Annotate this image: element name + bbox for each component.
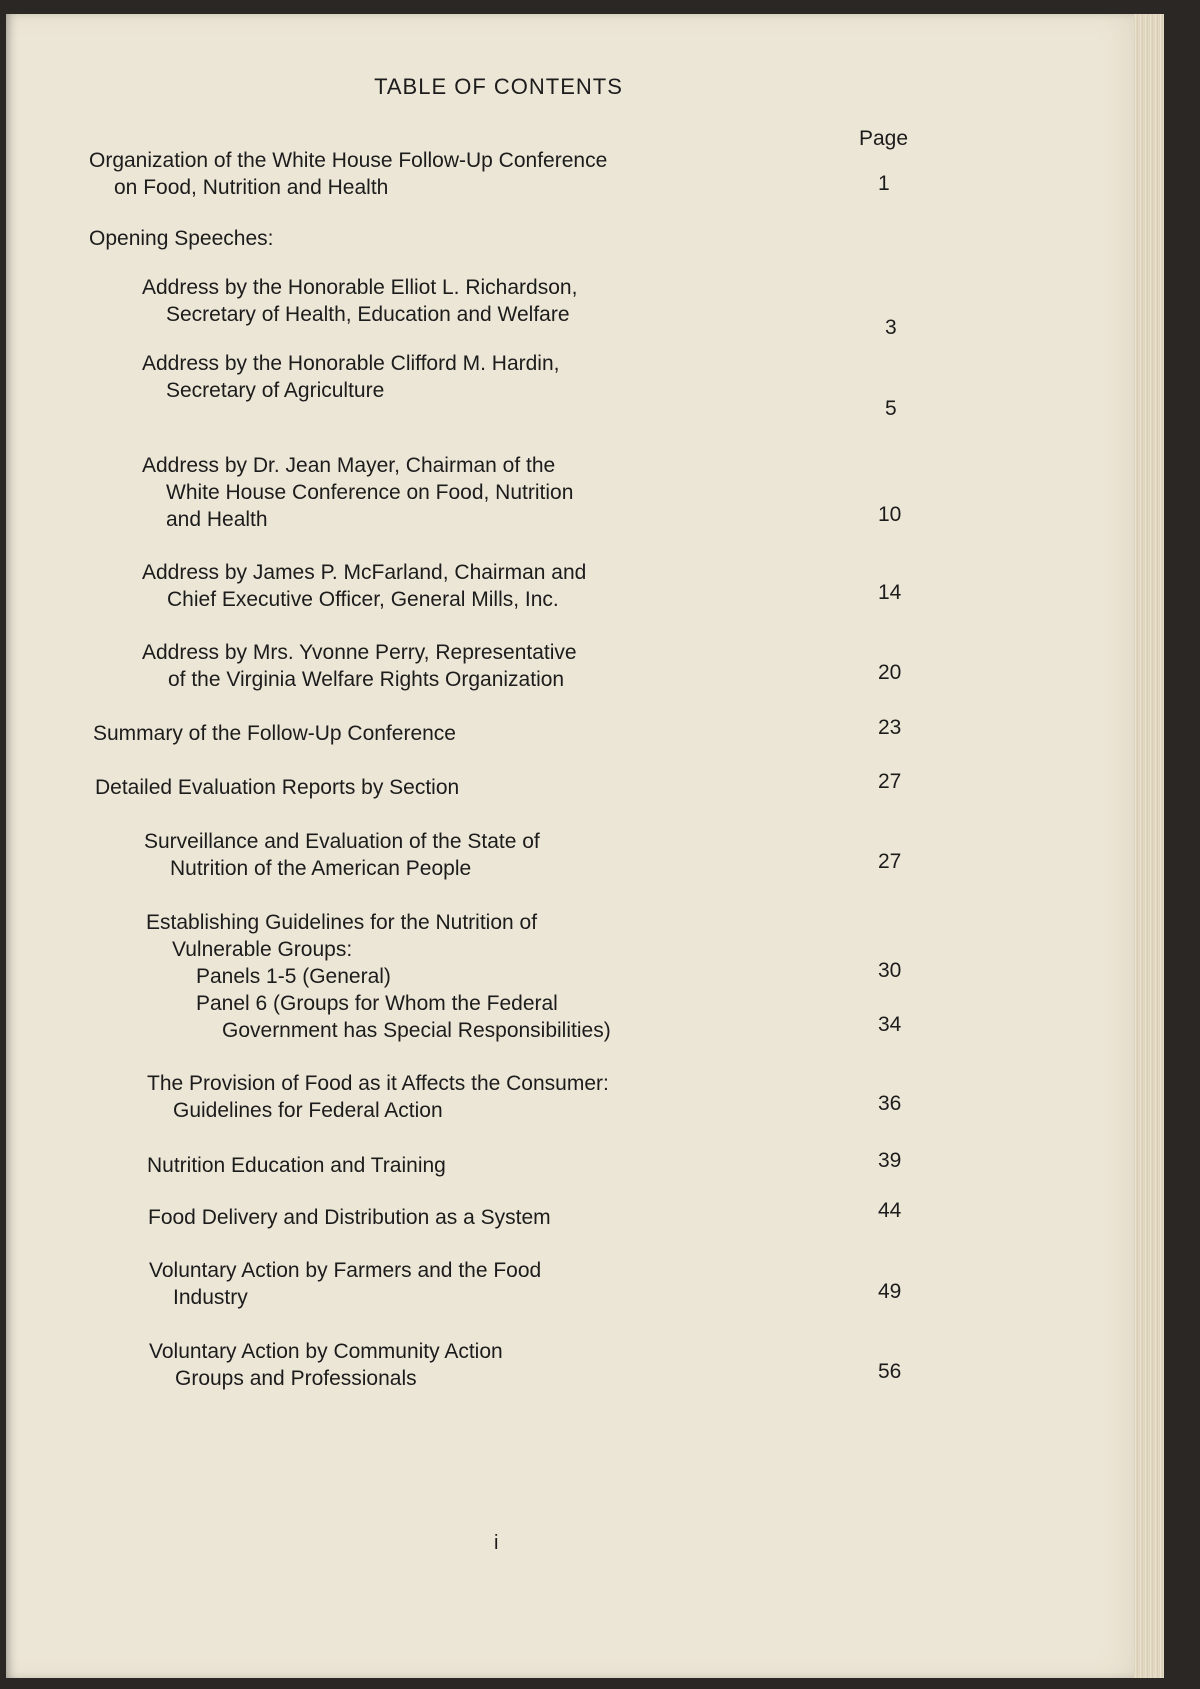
entry-text: Panels 1-5 (General) bbox=[196, 965, 391, 988]
toc-entry bbox=[149, 1257, 857, 1311]
entry-text: Government has Special Responsibilities) bbox=[222, 1019, 611, 1042]
toc-entry bbox=[144, 828, 857, 882]
toc-entry bbox=[142, 274, 857, 328]
entry-line bbox=[196, 963, 857, 990]
entry-line: Address by Mrs. Yvonne Perry, Representative bbox=[142, 641, 577, 664]
page-number: 23 bbox=[878, 716, 902, 739]
page-number: 56 bbox=[878, 1360, 902, 1383]
page-number: 27 bbox=[878, 770, 902, 793]
entry-text: and Health bbox=[166, 508, 268, 531]
page-number: 10 bbox=[878, 503, 902, 526]
toc-entry bbox=[142, 639, 857, 693]
entry-line: Opening Speeches: bbox=[89, 227, 274, 250]
page-number: 30 bbox=[878, 959, 902, 982]
entry-line: White House Conference on Food, Nutrition bbox=[166, 481, 574, 504]
page-number: 5 bbox=[885, 397, 897, 420]
entry-line: Address by the Honorable Clifford M. Hardin, bbox=[142, 352, 560, 375]
entry-text: Secretary of Health, Education and Welfare bbox=[166, 303, 570, 326]
toc-entry bbox=[147, 1070, 857, 1124]
toc-entry bbox=[196, 963, 857, 990]
entry-text: Chief Executive Officer, General Mills, Inc. bbox=[167, 588, 559, 611]
page-edge bbox=[1134, 14, 1164, 1678]
entry-text: Nutrition of the American People bbox=[170, 857, 472, 880]
entry-line bbox=[147, 1097, 857, 1124]
page-number: 36 bbox=[878, 1092, 902, 1115]
entry-line: Vulnerable Groups: bbox=[172, 938, 353, 961]
entry-text: Summary of the Follow-Up Conference bbox=[93, 722, 456, 745]
toc-entry bbox=[95, 774, 857, 801]
document-page bbox=[6, 14, 1164, 1678]
toc-title: TABLE OF CONTENTS bbox=[374, 74, 623, 99]
entry-line: Surveillance and Evaluation of the State of bbox=[144, 830, 540, 853]
toc-entry bbox=[93, 720, 857, 747]
entry-line: Voluntary Action by Community Action bbox=[149, 1340, 503, 1363]
toc-entry bbox=[142, 559, 857, 613]
toc-entry bbox=[89, 147, 857, 201]
page-number: 20 bbox=[878, 661, 902, 684]
entry-line bbox=[144, 855, 857, 882]
entry-text: Food Delivery and Distribution as a System bbox=[148, 1206, 551, 1229]
entry-line bbox=[93, 720, 857, 747]
entry-line: The Provision of Food as it Affects the Consumer: bbox=[147, 1072, 609, 1095]
page-number: 44 bbox=[878, 1199, 902, 1222]
entry-line bbox=[142, 586, 857, 613]
entry-line: Panel 6 (Groups for Whom the Federal bbox=[196, 992, 558, 1015]
entry-line bbox=[149, 1284, 857, 1311]
toc-entry bbox=[89, 225, 857, 252]
entry-line bbox=[89, 174, 857, 201]
entry-text: of the Virginia Welfare Rights Organization bbox=[168, 668, 565, 691]
entry-line bbox=[142, 301, 857, 328]
entry-text: Industry bbox=[173, 1286, 248, 1309]
toc-entry bbox=[196, 990, 857, 1044]
entry-line: Voluntary Action by Farmers and the Food bbox=[149, 1259, 542, 1282]
page-number: 14 bbox=[878, 581, 902, 604]
entry-text: Nutrition Education and Training bbox=[147, 1154, 446, 1177]
page-number: 3 bbox=[885, 316, 897, 339]
entry-line: Organization of the White House Follow-Up Conference bbox=[89, 149, 608, 172]
toc-entry bbox=[149, 1338, 857, 1392]
toc-entry bbox=[147, 1152, 857, 1179]
entry-line bbox=[147, 1152, 857, 1179]
entry-line bbox=[142, 377, 857, 404]
page-number: 27 bbox=[878, 850, 902, 873]
page-folio: i bbox=[494, 1532, 499, 1554]
entry-line: Establishing Guidelines for the Nutrition of bbox=[146, 911, 538, 934]
entry-line bbox=[142, 666, 857, 693]
entry-line bbox=[148, 1204, 857, 1231]
entry-line bbox=[142, 506, 857, 533]
entry-line: Address by Dr. Jean Mayer, Chairman of the bbox=[142, 454, 556, 477]
entry-line: Address by James P. McFarland, Chairman and bbox=[142, 561, 587, 584]
toc-entry bbox=[142, 452, 857, 533]
toc-entry bbox=[148, 1204, 857, 1231]
entry-line bbox=[149, 1365, 857, 1392]
page-number: 34 bbox=[878, 1013, 902, 1036]
page-number: 49 bbox=[878, 1280, 902, 1303]
toc-entry bbox=[142, 350, 857, 404]
page-number: 39 bbox=[878, 1149, 902, 1172]
entry-text: Guidelines for Federal Action bbox=[173, 1099, 443, 1122]
entry-line: Address by the Honorable Elliot L. Richardson, bbox=[142, 276, 578, 299]
entry-text: Groups and Professionals bbox=[175, 1367, 417, 1390]
toc-entry bbox=[146, 909, 857, 963]
entry-text: Detailed Evaluation Reports by Section bbox=[95, 776, 460, 799]
entry-line bbox=[196, 1017, 857, 1044]
page-column-header: Page bbox=[859, 127, 909, 150]
entry-text: Secretary of Agriculture bbox=[166, 379, 385, 402]
entry-text: on Food, Nutrition and Health bbox=[114, 176, 389, 199]
page-number: 1 bbox=[878, 172, 890, 195]
entry-line bbox=[95, 774, 857, 801]
